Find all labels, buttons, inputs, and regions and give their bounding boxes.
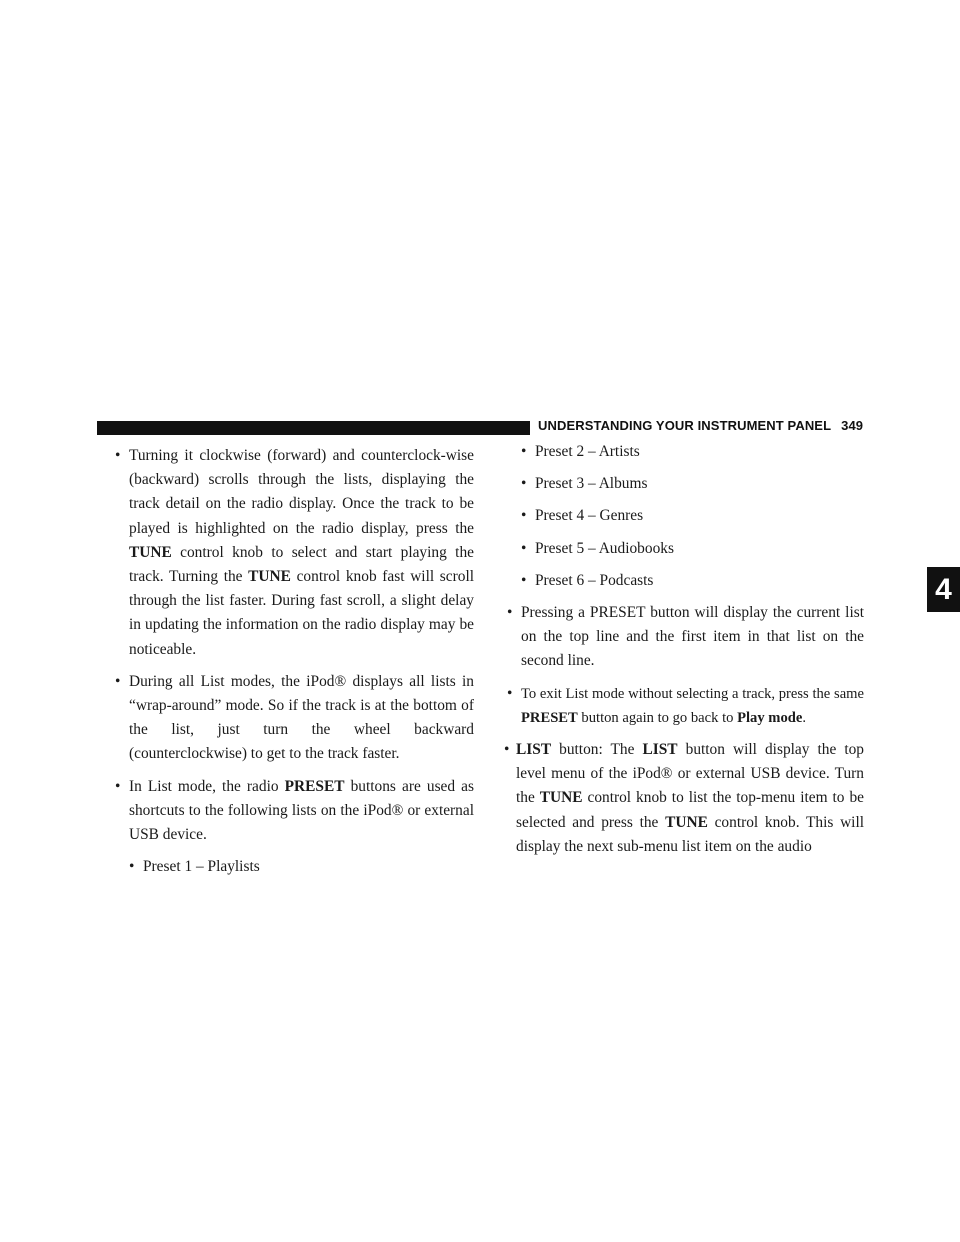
bullet: • — [507, 604, 513, 622]
right-column — [504, 440, 864, 859]
item-text: LIST button: The LIST button will display the top level menu of the iPod® or external USB device. Turn the TUNE control knob to list the top-menu item to be selected and press the TUNE control knob. This will display the next sub-menu list item on the audio — [516, 741, 865, 855]
list-item-preset-3 — [504, 472, 864, 496]
list-item-preset-4 — [504, 504, 864, 528]
bullet: • — [115, 777, 121, 795]
list-item-list-button — [504, 738, 864, 859]
bullet: • — [504, 741, 510, 759]
list-item-pressing-preset — [504, 601, 864, 674]
header-rule — [97, 421, 530, 435]
item-text: During all List modes, the iPod® displays all lists in “wrap-around” mode. So if the track is at the bottom of the list, just turn the wheel backward (counterclockwise) to get to the track faster. — [129, 672, 474, 763]
list-item-preset-5 — [504, 537, 864, 561]
list-item-exit-list-mode — [504, 682, 864, 730]
bullet: • — [521, 571, 527, 589]
bullet: • — [115, 672, 121, 690]
bullet: • — [521, 475, 527, 493]
bullet: • — [521, 507, 527, 525]
item-text: To exit List mode without selecting a track, press the same PRESET button again to go back to Play mode. — [521, 685, 864, 726]
bullet: • — [129, 858, 135, 876]
page-number: 349 — [841, 418, 864, 433]
item-text: Preset 4 – Genres — [535, 507, 644, 525]
chapter-tab: 4 — [927, 567, 960, 612]
item-text: In List mode, the radio PRESET buttons are used as shortcuts to the following lists on the iPod® or external USB device. — [129, 777, 474, 844]
item-text: Preset 3 – Albums — [535, 475, 648, 493]
list-item-presets — [112, 775, 474, 848]
item-text: Preset 2 – Artists — [535, 443, 640, 460]
list-item-wrap-around — [112, 670, 474, 767]
bullet: • — [521, 539, 527, 557]
bullet: • — [507, 684, 513, 702]
running-header — [538, 418, 863, 433]
item-text: Preset 5 – Audiobooks — [535, 539, 674, 557]
bullet: • — [115, 447, 121, 464]
item-text: Preset 6 – Podcasts — [535, 571, 654, 589]
bullet: • — [521, 443, 527, 460]
section-title: UNDERSTANDING YOUR INSTRUMENT PANEL — [538, 418, 832, 433]
item-text: Preset 1 – Playlists — [143, 858, 260, 876]
list-item-preset-1 — [112, 855, 474, 879]
left-column — [112, 444, 474, 879]
list-item-preset-6 — [504, 569, 864, 593]
item-text: Pressing a PRESET button will display the current list on the top line and the first item in that list on the second line. — [521, 604, 864, 670]
list-item-preset-2 — [504, 440, 864, 464]
item-text: Turning it clockwise (forward) and counterclock-wise (backward) scrolls through the lists, displaying the track detail on the radio display. Once the track to be played is highlighted on the radio display, press the TUNE control knob to select and start playing the track. Turning the TUNE control knob fast will scroll through the list faster. During fast scroll, a slight delay in updating the information on the radio display may be noticeable. — [129, 447, 474, 658]
list-item-scroll — [112, 444, 474, 662]
